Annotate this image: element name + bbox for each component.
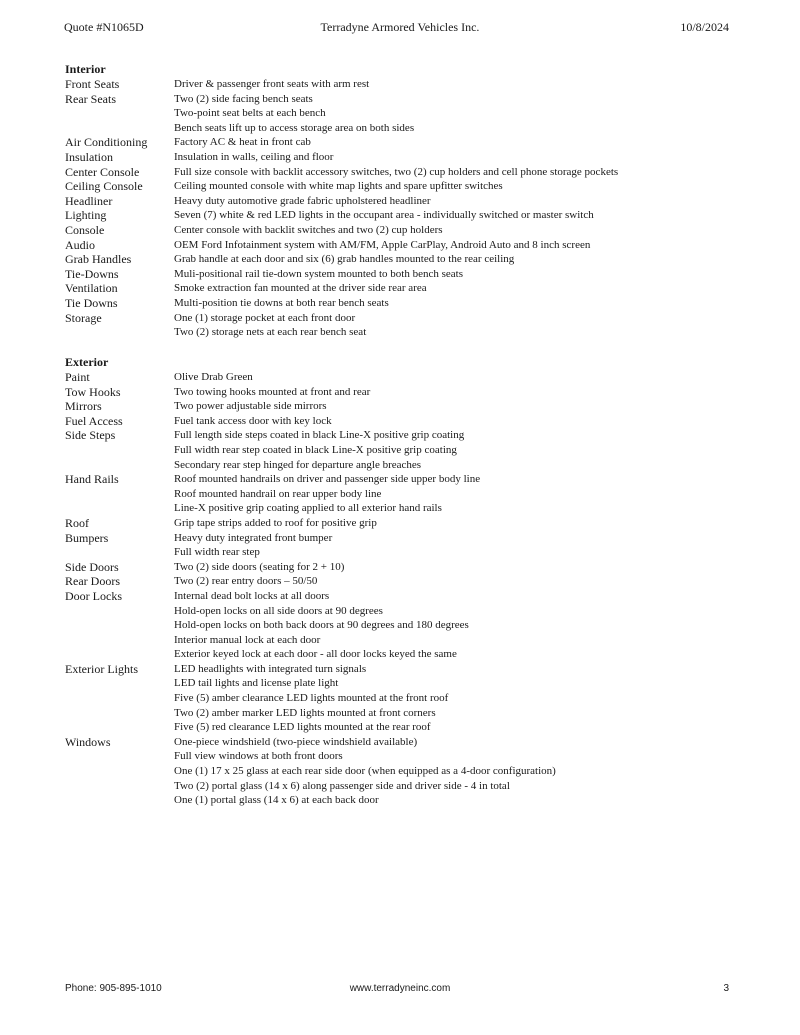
- spec-label: [65, 487, 174, 502]
- spec-description: Two (2) storage nets at each rear bench seat: [174, 326, 367, 339]
- spec-label: Bumpers: [65, 530, 109, 545]
- spec-description: Seven (7) white & red LED lights in the occupant area - individually switched or master switch: [174, 209, 594, 222]
- spec-description: Two (2) rear entry doors – 50/50: [174, 575, 318, 588]
- spec-row: [65, 208, 765, 223]
- spec-row: [65, 414, 765, 429]
- spec-description: One-piece windshield (two-piece windshield available): [174, 735, 418, 748]
- spec-row: [65, 443, 765, 458]
- spec-row: [65, 311, 765, 326]
- spec-description: One (1) 17 x 25 glass at each rear side door (when equipped as a 4-door configuration): [174, 765, 556, 778]
- spec-row: [65, 135, 765, 150]
- spec-description: Full length side steps coated in black Line-X positive grip coating: [174, 429, 465, 442]
- spec-description: Center console with backlit switches and two (2) cup holders: [174, 223, 443, 236]
- spec-row: [65, 662, 765, 677]
- spec-label: [65, 691, 174, 706]
- spec-description: OEM Ford Infotainment system with AM/FM, Apple CarPlay, Android Auto and 8 inch screen: [174, 238, 591, 251]
- spec-row: [65, 325, 765, 340]
- spec-row: [65, 487, 765, 502]
- spec-label: [65, 779, 174, 794]
- spec-row: [65, 676, 765, 691]
- spec-label: [65, 633, 174, 648]
- spec-row: [65, 428, 765, 443]
- spec-label: Roof: [65, 515, 89, 530]
- spec-label: [65, 676, 174, 691]
- spec-row: [65, 399, 765, 414]
- quote-number: Quote #N1065D: [64, 20, 144, 34]
- document-date: 10/8/2024: [680, 20, 729, 34]
- spec-row: [65, 238, 765, 253]
- spec-label: Center Console: [65, 164, 140, 179]
- spec-label: Grab Handles: [65, 252, 132, 267]
- spec-description: One (1) portal glass (14 x 6) at each back door: [174, 794, 379, 807]
- exterior-section: [65, 355, 765, 808]
- spec-row: [65, 121, 765, 136]
- spec-label: Rear Doors: [65, 574, 120, 589]
- spec-row: [65, 604, 765, 619]
- footer-website: www.terradyneinc.com: [349, 983, 451, 994]
- spec-row: [65, 779, 765, 794]
- spec-description: Secondary rear step hinged for departure angle breaches: [174, 458, 422, 471]
- spec-description: Exterior keyed lock at each door - all door locks keyed the same: [174, 648, 457, 661]
- spec-row: [65, 589, 765, 604]
- spec-label: [65, 604, 174, 619]
- spec-description: Fuel tank access door with key lock: [174, 414, 332, 427]
- spec-label: Exterior Lights: [65, 661, 138, 676]
- spec-row: [65, 618, 765, 633]
- spec-row: [65, 281, 765, 296]
- spec-label: [65, 618, 174, 633]
- interior-section: [65, 62, 765, 340]
- spec-row: [65, 516, 765, 531]
- spec-description: Grip tape strips added to roof for positive grip: [174, 516, 377, 529]
- spec-row: [65, 77, 765, 92]
- spec-label: [65, 443, 174, 458]
- spec-description: Full view windows at both front doors: [174, 750, 343, 763]
- spec-row: [65, 92, 765, 107]
- spec-label: [65, 647, 174, 662]
- spec-description: Hold-open locks on all side doors at 90 degrees: [174, 604, 383, 617]
- spec-description: Factory AC & heat in front cab: [174, 136, 311, 149]
- spec-description: Smoke extraction fan mounted at the driver side rear area: [174, 282, 427, 295]
- spec-row: [65, 647, 765, 662]
- spec-label: Fuel Access: [65, 413, 123, 428]
- spec-label: Headliner: [65, 193, 113, 208]
- footer-phone: Phone: 905-895-1010: [65, 983, 162, 994]
- spec-description: Heavy duty integrated front bumper: [174, 531, 333, 544]
- spec-description: Line-X positive grip coating applied to all exterior hand rails: [174, 502, 442, 515]
- spec-description: Grab handle at each door and six (6) grab handles mounted to the rear ceiling: [174, 253, 515, 266]
- spec-row: [65, 150, 765, 165]
- spec-row: [65, 194, 765, 209]
- spec-row: [65, 267, 765, 282]
- spec-label: [65, 501, 174, 516]
- spec-row: [65, 793, 765, 808]
- spec-label: Side Steps: [65, 428, 116, 443]
- spec-row: [65, 252, 765, 267]
- spec-description: Two power adjustable side mirrors: [174, 400, 327, 413]
- spec-description: Two-point seat belts at each bench: [174, 107, 326, 120]
- spec-description: Interior manual lock at each door: [174, 633, 321, 646]
- spec-description: Heavy duty automotive grade fabric upholstered headliner: [174, 194, 431, 207]
- spec-row: [65, 735, 765, 750]
- spec-row: [65, 458, 765, 473]
- spec-row: [65, 179, 765, 194]
- spec-row: [65, 223, 765, 238]
- spec-description: Five (5) amber clearance LED lights mounted at the front roof: [174, 692, 449, 705]
- spec-label: Lighting: [65, 208, 107, 223]
- spec-label: Console: [65, 222, 105, 237]
- spec-description: Two (2) side facing bench seats: [174, 92, 313, 105]
- spec-description: Driver & passenger front seats with arm rest: [174, 78, 370, 90]
- spec-row: [65, 531, 765, 546]
- spec-label: Tow Hooks: [65, 384, 121, 399]
- spec-row: [65, 720, 765, 735]
- spec-description: LED tail lights and license plate light: [174, 677, 339, 690]
- spec-label: Rear Seats: [65, 91, 116, 106]
- spec-row: [65, 296, 765, 311]
- spec-description: Ceiling mounted console with white map lights and spare upfitter switches: [174, 180, 503, 193]
- section-title: Interior: [65, 62, 106, 76]
- spec-label: [65, 749, 174, 764]
- spec-description: Bench seats lift up to access storage area on both sides: [174, 121, 415, 134]
- spec-description: Roof mounted handrail on rear upper body line: [174, 487, 382, 500]
- spec-row: [65, 385, 765, 400]
- spec-description: Full width rear step: [174, 546, 260, 559]
- spec-description: Full size console with backlit accessory switches, two (2) cup holders and cell phone storage pockets: [174, 165, 619, 178]
- spec-label: [65, 545, 174, 560]
- spec-label: Ventilation: [65, 281, 118, 296]
- spec-label: Windows: [65, 734, 111, 749]
- spec-label: [65, 793, 174, 808]
- spec-row: [65, 370, 765, 385]
- spec-label: Audio: [65, 237, 95, 252]
- spec-row: [65, 633, 765, 648]
- spec-label: Air Conditioning: [65, 135, 148, 150]
- spec-label: [65, 121, 174, 136]
- spec-row: [65, 560, 765, 575]
- spec-description: Olive Drab Green: [174, 371, 253, 383]
- spec-row: [65, 574, 765, 589]
- spec-description: Two (2) amber marker LED lights mounted at front corners: [174, 706, 436, 719]
- spec-label: [65, 106, 174, 121]
- spec-description: Two (2) side doors (seating for 2 + 10): [174, 560, 345, 573]
- spec-row: [65, 165, 765, 180]
- spec-label: [65, 720, 174, 735]
- spec-label: [65, 706, 174, 721]
- spec-row: [65, 501, 765, 516]
- interior-spec-list: [65, 77, 765, 340]
- spec-description: Full width rear step coated in black Line-X positive grip coating: [174, 443, 457, 456]
- spec-row: [65, 749, 765, 764]
- section-title: Exterior: [65, 355, 109, 369]
- spec-row: [65, 764, 765, 779]
- spec-description: One (1) storage pocket at each front door: [174, 311, 356, 324]
- spec-description: Hold-open locks on both back doors at 90 degrees and 180 degrees: [174, 619, 469, 632]
- company-name: Terradyne Armored Vehicles Inc.: [320, 20, 480, 34]
- spec-label: Side Doors: [65, 559, 119, 574]
- spec-description: Multi-position tie downs at both rear bench seats: [174, 296, 389, 309]
- spec-label: Hand Rails: [65, 472, 119, 487]
- spec-label: Insulation: [65, 149, 113, 164]
- spec-description: Muli-positional rail tie-down system mounted to both bench seats: [174, 267, 464, 280]
- spec-label: [65, 764, 174, 779]
- spec-description: Internal dead bolt locks at all doors: [174, 589, 330, 602]
- spec-label: [65, 458, 174, 473]
- spec-label: Mirrors: [65, 399, 102, 414]
- spec-label: Tie Downs: [65, 295, 118, 310]
- spec-description: Five (5) red clearance LED lights mounted at the rear roof: [174, 721, 431, 734]
- spec-label: Front Seats: [65, 77, 120, 91]
- spec-row: [65, 106, 765, 121]
- spec-row: [65, 545, 765, 560]
- spec-description: Insulation in walls, ceiling and floor: [174, 150, 334, 163]
- spec-label: Tie-Downs: [65, 266, 119, 281]
- spec-label: [65, 325, 174, 340]
- spec-label: Door Locks: [65, 588, 122, 603]
- page-number: 3: [723, 983, 729, 994]
- spec-row: [65, 691, 765, 706]
- spec-description: LED headlights with integrated turn signals: [174, 662, 367, 675]
- spec-row: [65, 472, 765, 487]
- spec-row: [65, 706, 765, 721]
- spec-label: Storage: [65, 310, 102, 325]
- spec-description: Two (2) portal glass (14 x 6) along passenger side and driver side - 4 in total: [174, 779, 510, 792]
- spec-label: Ceiling Console: [65, 179, 143, 194]
- spec-description: Two towing hooks mounted at front and rear: [174, 385, 371, 398]
- exterior-spec-list: [65, 370, 765, 808]
- spec-label: Paint: [65, 370, 90, 384]
- spec-description: Roof mounted handrails on driver and passenger side upper body line: [174, 473, 481, 486]
